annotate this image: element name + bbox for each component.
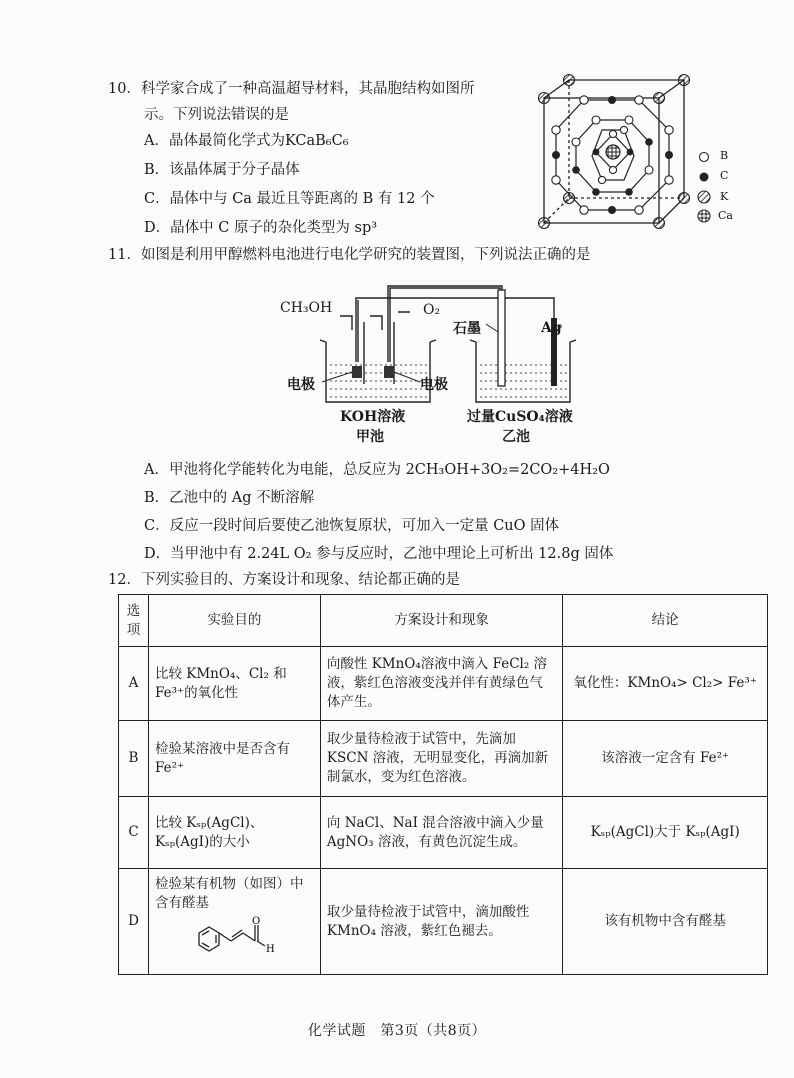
fig-ag-label: Ag — [541, 320, 562, 336]
q10-option-b: B．该晶体属于分子晶体 — [144, 162, 300, 178]
row-b-conclusion: 该溶液一定含有 Fe²⁺ — [563, 721, 768, 797]
row-a-conclusion: 氧化性：KMnO₄> Cl₂> Fe³⁺ — [563, 647, 768, 721]
row-a-goal: 比较 KMnO₄、Cl₂ 和 Fe³⁺的氧化性 — [148, 647, 320, 721]
row-b-option: B — [119, 721, 149, 797]
q11-option-b: B．乙池中的 Ag 不断溶解 — [144, 490, 315, 506]
q11-option-a: A．甲池将化学能转化为电能，总反应为 2CH₃OH+3O₂=2CO₂+4H₂O — [144, 462, 610, 478]
legend-c-symbol — [697, 170, 711, 184]
row-c-option: C — [119, 797, 149, 869]
q12-stem: 12．下列实验目的、方案设计和现象、结论都正确的是 — [108, 572, 460, 588]
row-d-goal-cell — [148, 869, 320, 975]
legend-b-label: B — [720, 149, 729, 162]
row-b-goal: 检验某溶液中是否含有 Fe²⁺ — [148, 721, 320, 797]
q10-option-a: A．晶体最简化学式为KCaB₆C₆ — [144, 133, 349, 149]
row-b-plan: 取少量待检液于试管中，先滴加 KSCN 溶液，无明显变化，再滴加新制氯水，变为红色溶液。 — [320, 721, 562, 797]
table-row — [119, 869, 768, 975]
fig-electrode-right-label: 电极 — [420, 377, 448, 393]
cinnamaldehyde-structure — [185, 915, 295, 959]
fig-yi-label: 乙池 — [502, 429, 530, 445]
page-footer: 化学试题 第3页（共8页） — [307, 1023, 487, 1039]
row-d-conclusion: 该有机物中含有醛基 — [563, 869, 768, 975]
structure-o-label: O — [251, 916, 261, 927]
fig-o2-label: O₂ — [423, 302, 441, 318]
row-d-plan: 取少量待检液于试管中，滴加酸性 KMnO₄ 溶液，紫红色褪去。 — [320, 869, 562, 975]
table-row — [119, 647, 768, 721]
fig-jia-label: 甲池 — [356, 429, 384, 445]
q10-stem-line1: 10．科学家合成了一种高温超导材料，其晶胞结构如图所 — [108, 81, 475, 97]
table-row — [119, 721, 768, 797]
row-c-plan: 向 NaCl、NaI 混合溶液中滴入少量 AgNO₃ 溶液，有黄色沉淀生成。 — [320, 797, 562, 869]
row-d-option: D — [119, 869, 149, 975]
legend-ca-label: Ca — [718, 209, 733, 222]
header-plan: 方案设计和现象 — [320, 595, 562, 647]
row-c-conclusion: Kₛₚ(AgCl)大于 Kₛₚ(AgI) — [563, 797, 768, 869]
experiment-table — [118, 594, 768, 975]
legend-k-label: K — [720, 190, 729, 203]
header-conclusion: 结论 — [563, 595, 768, 647]
q10-option-d: D．晶体中 C 原子的杂化类型为 sp³ — [144, 220, 378, 236]
header-goal: 实验目的 — [148, 595, 320, 647]
row-a-plan: 向酸性 KMnO₄溶液中滴入 FeCl₂ 溶液，紫红色溶液变浅并伴有黄绿色气体产生。 — [320, 647, 562, 721]
legend-ca-symbol — [696, 208, 712, 224]
structure-h-label: H — [265, 944, 275, 955]
fig-graphite-label: 石墨 — [453, 321, 481, 337]
fig-electrode-left-label: 电极 — [287, 377, 315, 393]
legend-c-label: C — [720, 169, 729, 182]
header-option: 选项 — [119, 595, 149, 647]
fig-ch3oh-label: CH₃OH — [280, 300, 333, 316]
q11-stem: 11．如图是利用甲醇燃料电池进行电化学研究的装置图，下列说法正确的是 — [108, 247, 591, 263]
fig-koh-label: KOH溶液 — [340, 409, 406, 425]
q10-stem-line2: 示。下列说法错误的是 — [144, 107, 289, 123]
row-c-goal: 比较 Kₛₚ(AgCl)、Kₛₚ(AgI)的大小 — [148, 797, 320, 869]
table-row — [119, 797, 768, 869]
table-header-row — [119, 595, 768, 647]
row-a-option: A — [119, 647, 149, 721]
legend-k-symbol — [696, 189, 712, 205]
q11-option-d: D．当甲池中有 2.24L O₂ 参与反应时，乙池中理论上可析出 12.8g 固体 — [144, 546, 614, 562]
q10-option-c: C．晶体中与 Ca 最近且等距离的 B 有 12 个 — [144, 191, 435, 207]
crystal-cell-figure — [534, 70, 694, 238]
fig-cuso4-label: 过量CuSO₄溶液 — [467, 409, 573, 425]
q11-option-c: C．反应一段时间后要使乙池恢复原状，可加入一定量 CuO 固体 — [144, 518, 560, 534]
legend-b-symbol — [697, 150, 711, 164]
row-d-goal: 检验某有机物（如图）中含有醛基 — [154, 876, 304, 911]
